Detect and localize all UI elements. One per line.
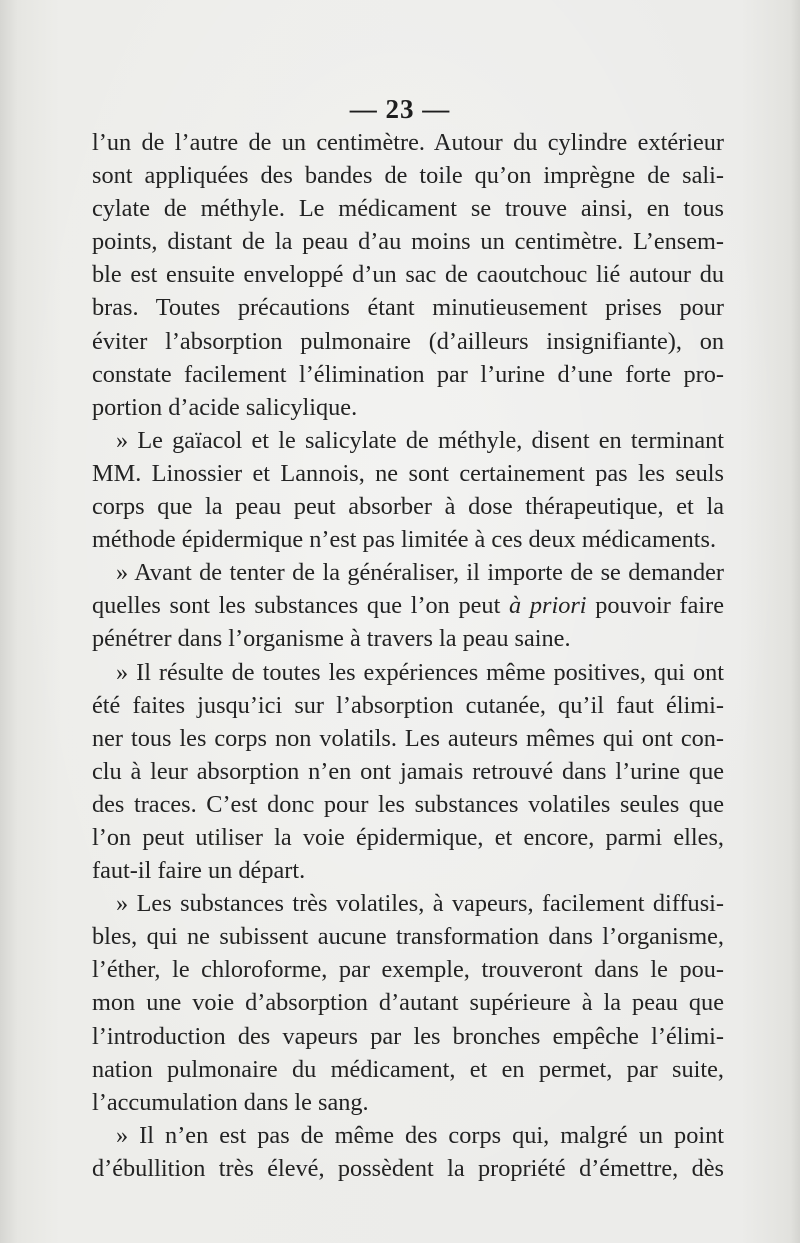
text-line: sont appliquées des bandes de toile qu’on imprègne de sali-: [92, 162, 724, 190]
text-line: points, distant de la peau d’au moins un centimètre. L’ensem-: [92, 228, 724, 256]
text-line: des traces. C’est donc pour les substances volatiles seules que: [92, 790, 724, 818]
text-line: l’éther, le chloroforme, par exemple, trouveront dans le pou-: [92, 956, 724, 984]
text-line: constate facilement l’élimination par l’urine d’une forte pro-: [92, 360, 724, 388]
page-number: — 23 —: [349, 94, 451, 124]
text-line: méthode épidermique n’est pas limitée à ces deux médicaments.: [92, 526, 717, 554]
italic-phrase: à priori: [509, 592, 587, 620]
text-line: faut-il faire un départ.: [92, 857, 306, 885]
text-line: » Les substances très volatiles, à vapeurs, facilement diffusi-: [116, 890, 724, 918]
text-line: ble est ensuite enveloppé d’un sac de caoutchouc lié autour du: [92, 261, 724, 289]
text-line: portion d’acide salicylique.: [92, 393, 358, 421]
text-line: nation pulmonaire du médicament, et en permet, par suite,: [92, 1055, 724, 1083]
text-line: l’un de l’autre de un centimètre. Autour du cylindre extérieur: [92, 129, 724, 156]
text-line: cylate de méthyle. Le médicament se trouve ainsi, en tous: [92, 195, 724, 223]
text-line: d’ébullition très élevé, possèdent la propriété d’émettre, dès: [92, 1154, 724, 1182]
text-line: l’on peut utiliser la voie épidermique, et encore, parmi elles,: [92, 823, 724, 851]
text-line: bras. Toutes précautions étant minutieusement prises pour: [92, 294, 724, 322]
text-line: mon une voie d’absorption d’autant supérieure à la peau que: [92, 989, 724, 1017]
text-line: éviter l’absorption pulmonaire (d’ailleurs insignifiante), on: [92, 327, 724, 355]
text-line: » Il résulte de toutes les expériences même positives, qui ont: [116, 658, 724, 686]
text-line: clu à leur absorption n’en ont jamais retrouvé dans l’urine que: [92, 757, 724, 785]
text-line: quelles sont les substances que l’on peut à priori pouvoir faire: [92, 592, 724, 620]
text-line: été faites jusqu’ici sur l’absorption cutanée, qu’il faut élimi-: [92, 691, 724, 719]
text-line: MM. Linossier et Lannois, ne sont certainement pas les seuls: [92, 459, 724, 487]
text-line: pénétrer dans l’organisme à travers la peau saine.: [92, 625, 571, 653]
text-line: » Le gaïacol et le salicylate de méthyle, disent en terminant: [116, 426, 724, 454]
text-line: bles, qui ne subissent aucune transformation dans l’organisme,: [92, 923, 724, 951]
text-line: » Il n’en est pas de même des corps qui, malgré un point: [116, 1121, 724, 1149]
page-body: [92, 126, 724, 1185]
text-line: l’introduction des vapeurs par les bronches empêche l’élimi-: [92, 1022, 724, 1050]
text-line: corps que la peau peut absorber à dose thérapeutique, et la: [92, 493, 724, 521]
text-line: l’accumulation dans le sang.: [92, 1088, 369, 1116]
text-line: ner tous les corps non volatils. Les auteurs mêmes qui ont con-: [92, 724, 724, 752]
text-line: » Avant de tenter de la généraliser, il importe de se demander: [116, 559, 724, 587]
